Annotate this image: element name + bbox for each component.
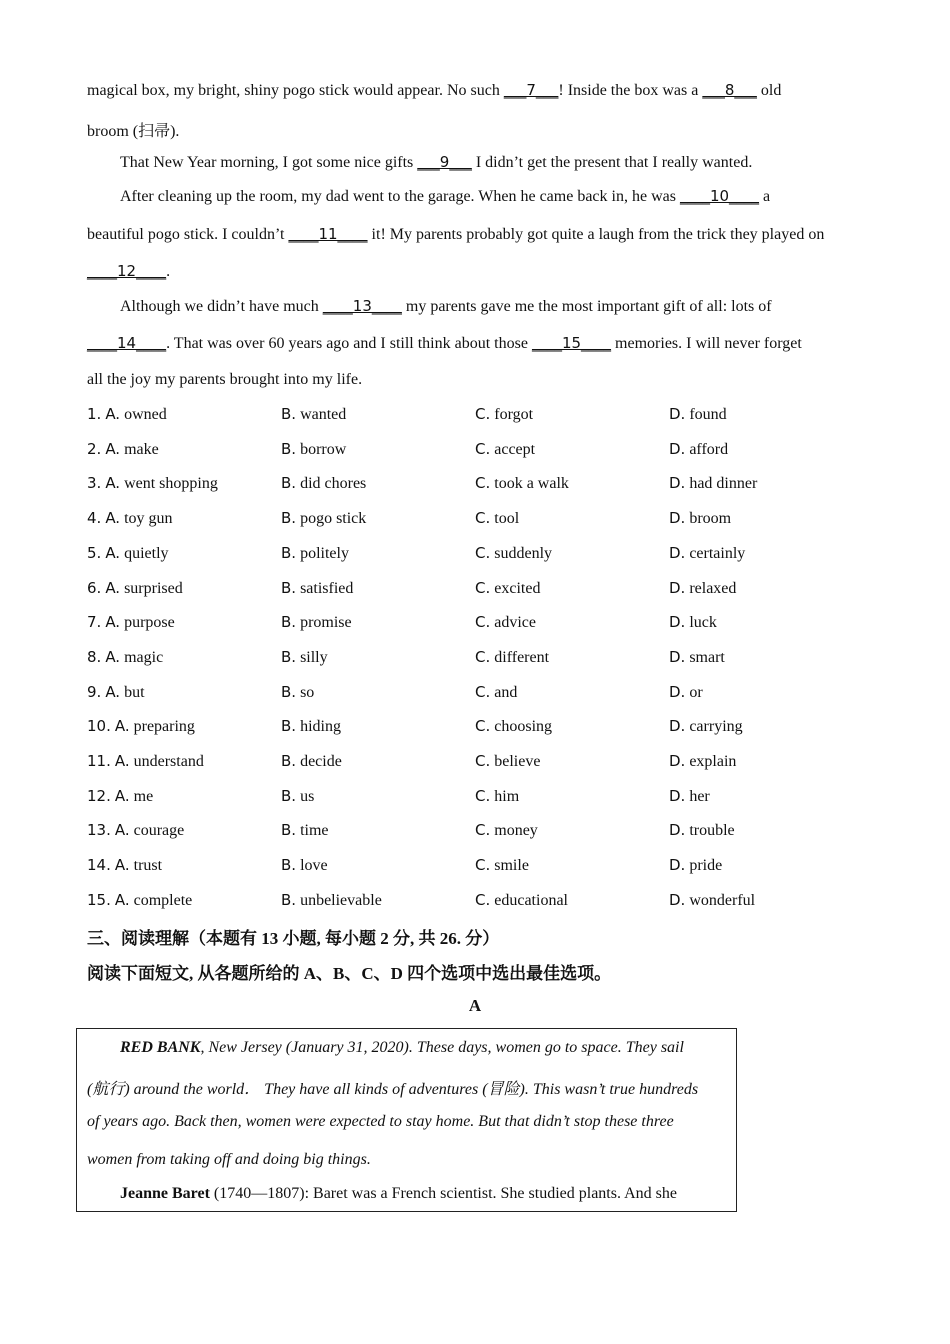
option-letter: B. — [281, 752, 297, 770]
question-14-option-a — [87, 856, 162, 875]
option-letter: C. — [475, 439, 491, 458]
option-letter: D. — [669, 890, 686, 909]
option-letter: D. — [669, 786, 686, 805]
question-12-option-a — [87, 787, 153, 806]
option-letter: C. — [475, 578, 491, 597]
option-text: afford — [689, 440, 729, 458]
question-5-option-a — [87, 544, 169, 563]
blank-13: ____13____ — [322, 297, 402, 315]
question-number: 3. — [87, 474, 102, 493]
passage-line-3: That New Year morning, I got some nice gifts ___9___ I didn’t get the present that I really wanted. — [120, 153, 753, 171]
option-text: wanted — [300, 406, 347, 423]
question-15-option-a — [87, 891, 192, 910]
option-text: love — [300, 857, 328, 875]
option-text: him — [494, 787, 520, 805]
option-text: decide — [300, 753, 342, 770]
option-text: time — [300, 822, 329, 840]
option-text: smart — [689, 648, 725, 666]
option-letter: B. — [281, 439, 297, 458]
passage-line-2: broom (扫帚). — [87, 123, 180, 140]
option-letter: C. — [475, 405, 491, 423]
passage-line-7: Although we didn’t have much ____13____ my parents gave me the most important gift of all: lots of — [120, 297, 772, 315]
option-letter: D. — [669, 543, 686, 562]
question-9-option-b — [281, 683, 314, 702]
question-10-option-d — [669, 717, 743, 736]
option-text: understand — [133, 753, 204, 770]
question-number: 15. — [87, 890, 111, 909]
option-letter: A. — [105, 543, 121, 562]
question-15-option-c — [475, 891, 568, 910]
option-text: trust — [133, 857, 163, 875]
question-11-option-d — [669, 752, 736, 771]
question-2-option-b — [281, 440, 346, 459]
option-text: explain — [689, 753, 737, 770]
question-15-option-d — [669, 891, 755, 910]
option-text: politely — [300, 544, 349, 562]
question-1-option-a — [87, 405, 167, 424]
option-text: accept — [494, 440, 536, 458]
option-text: satisfied — [300, 579, 354, 597]
question-10-option-a — [87, 717, 195, 736]
question-7-option-d — [669, 613, 717, 632]
question-13-option-a — [87, 821, 184, 840]
option-text: wonderful — [689, 891, 756, 909]
option-letter: A. — [114, 786, 130, 805]
box-line-2: (航行) around the world． They have all kinds of adventures (冒险). This wasn’t true hundreds — [87, 1081, 699, 1098]
blank-8: ___8___ — [702, 81, 757, 99]
option-letter: D. — [669, 717, 686, 736]
question-number: 11. — [87, 752, 111, 770]
option-text: had dinner — [689, 475, 758, 493]
question-13-option-b — [281, 821, 329, 840]
question-14-option-d — [669, 856, 722, 875]
question-14-option-c — [475, 856, 529, 875]
option-text: but — [124, 683, 145, 701]
option-letter: C. — [475, 682, 491, 701]
option-letter: A. — [105, 509, 121, 528]
option-letter: B. — [281, 405, 297, 423]
option-letter: D. — [669, 682, 686, 701]
question-7-option-c — [475, 613, 536, 632]
question-9-option-a — [87, 683, 145, 702]
option-text: educational — [494, 891, 568, 909]
option-letter: A. — [114, 717, 130, 736]
option-letter: C. — [475, 613, 491, 632]
blank-15: ____15____ — [531, 334, 612, 352]
option-letter: B. — [281, 682, 297, 701]
option-text: certainly — [689, 544, 746, 562]
question-number: 7. — [87, 613, 102, 632]
section-instruction: 阅读下面短文, 从各题所给的 A、B、C、D 四个选项中选出最佳选项。 — [87, 964, 612, 983]
question-number: 5. — [87, 543, 102, 562]
option-text: unbelievable — [300, 891, 382, 909]
option-letter: B. — [281, 856, 297, 875]
option-text: promise — [300, 614, 352, 632]
option-text: suddenly — [494, 544, 553, 562]
option-letter: D. — [669, 613, 686, 632]
question-number: 1. — [87, 405, 102, 423]
option-text: owned — [124, 406, 167, 423]
option-text: or — [689, 683, 703, 701]
option-letter: D. — [669, 474, 686, 493]
blank-9: ___9___ — [417, 153, 472, 171]
question-number: 12. — [87, 786, 111, 805]
question-1-option-d — [669, 405, 727, 424]
question-5-option-d — [669, 544, 745, 563]
option-text: money — [494, 822, 538, 840]
blank-11: ____11____ — [288, 225, 368, 243]
option-letter: B. — [281, 613, 297, 632]
passage-label: A — [468, 996, 482, 1015]
question-8-option-c — [475, 648, 549, 667]
question-9-option-d — [669, 683, 703, 702]
option-text: tool — [494, 510, 520, 528]
question-4-option-c — [475, 509, 519, 528]
option-text: broom — [689, 510, 732, 528]
option-text: choosing — [494, 718, 553, 736]
box-line-5: Jeanne Baret (1740—1807): Baret was a French scientist. She studied plants. And she — [120, 1185, 677, 1202]
option-text: surprised — [124, 579, 183, 597]
option-letter: B. — [281, 647, 297, 666]
option-letter: B. — [281, 717, 297, 736]
question-6-option-b — [281, 579, 353, 598]
question-3-option-d — [669, 474, 757, 493]
option-text: smile — [494, 857, 529, 875]
option-text: borrow — [300, 440, 347, 458]
option-letter: D. — [669, 647, 686, 666]
option-letter: D. — [669, 752, 686, 770]
option-letter: D. — [669, 856, 686, 875]
passage-line-1: magical box, my bright, shiny pogo stick would appear. No such ___7___! Inside the box was a ___8___ old — [87, 81, 782, 99]
question-9-option-c — [475, 683, 517, 702]
option-text: took a walk — [494, 475, 569, 493]
option-letter: C. — [475, 821, 491, 840]
option-text: make — [124, 440, 159, 458]
option-letter: C. — [475, 543, 491, 562]
option-text: did chores — [300, 475, 367, 493]
option-letter: B. — [281, 543, 297, 562]
option-letter: D. — [669, 578, 686, 597]
question-3-option-b — [281, 474, 366, 493]
option-text: us — [300, 787, 315, 805]
question-15-option-b — [281, 891, 382, 910]
option-letter: C. — [475, 752, 491, 770]
option-letter: D. — [669, 439, 686, 458]
passage-line-5: beautiful pogo stick. I couldn’t ____11____ it! My parents probably got quite a laugh from the trick they played on — [87, 225, 825, 243]
option-text: so — [300, 683, 315, 701]
blank-10: ____10____ — [679, 187, 760, 205]
question-number: 4. — [87, 509, 102, 528]
question-5-option-b — [281, 544, 349, 563]
question-13-option-c — [475, 821, 538, 840]
option-letter: A. — [114, 856, 130, 875]
option-letter: A. — [114, 821, 130, 840]
question-13-option-d — [669, 821, 735, 840]
option-text: quietly — [124, 544, 169, 562]
option-letter: A. — [105, 578, 121, 597]
option-letter: B. — [281, 578, 297, 597]
option-text: luck — [689, 614, 717, 632]
option-letter: B. — [281, 821, 297, 840]
question-4-option-a — [87, 509, 173, 528]
question-number: 9. — [87, 682, 102, 701]
passage-line-4: After cleaning up the room, my dad went to the garage. When he came back in, he was ____10____ a — [120, 187, 771, 205]
question-10-option-c — [475, 717, 552, 736]
option-letter: A. — [105, 647, 121, 666]
section-title: 三、阅读理解（本题有 13 小题, 每小题 2 分, 共 26. 分） — [87, 929, 500, 948]
question-number: 10. — [87, 717, 111, 736]
option-text: pride — [689, 857, 723, 875]
question-8-option-b — [281, 648, 328, 667]
question-2-option-a — [87, 440, 159, 459]
question-2-option-c — [475, 440, 535, 459]
option-letter: A. — [114, 752, 130, 770]
blank-12: ____12____ — [87, 262, 167, 280]
option-letter: A. — [114, 890, 130, 909]
question-5-option-c — [475, 544, 552, 563]
option-letter: C. — [475, 856, 491, 875]
question-7-option-a — [87, 613, 175, 632]
option-letter: D. — [669, 821, 686, 840]
question-14-option-b — [281, 856, 328, 875]
question-7-option-b — [281, 613, 352, 632]
option-letter: B. — [281, 509, 297, 528]
option-text: forgot — [494, 406, 534, 423]
question-12-option-d — [669, 787, 710, 806]
question-6-option-c — [475, 579, 540, 598]
option-text: hiding — [300, 718, 341, 736]
option-text: advice — [494, 614, 536, 632]
option-text: silly — [300, 648, 328, 666]
option-letter: C. — [475, 890, 491, 909]
option-letter: B. — [281, 474, 297, 493]
option-text: went shopping — [124, 475, 218, 493]
option-text: complete — [133, 891, 193, 909]
question-8-option-d — [669, 648, 725, 667]
option-letter: C. — [475, 647, 491, 666]
question-12-option-c — [475, 787, 519, 806]
question-11-option-b — [281, 752, 342, 771]
option-text: toy gun — [124, 510, 173, 528]
option-letter: B. — [281, 890, 297, 909]
question-1-option-c — [475, 405, 533, 424]
box-line-3: of years ago. Back then, women were expected to stay home. But that didn’t stop these three — [87, 1113, 674, 1130]
question-6-option-a — [87, 579, 183, 598]
question-number: 14. — [87, 856, 111, 875]
blank-7: ___7___ — [503, 81, 559, 99]
option-text: courage — [133, 822, 185, 840]
question-number: 13. — [87, 821, 111, 840]
question-6-option-d — [669, 579, 736, 598]
option-text: excited — [494, 579, 541, 597]
option-text: purpose — [124, 614, 175, 632]
option-text: trouble — [689, 822, 735, 840]
option-letter: A. — [105, 682, 121, 701]
option-text: found — [689, 406, 727, 423]
option-text: magic — [124, 648, 164, 666]
option-text: believe — [494, 753, 541, 770]
passage-line-8: ____14____. That was over 60 years ago and I still think about those ____15____ memories. I will never forget — [87, 334, 802, 352]
question-12-option-b — [281, 787, 314, 806]
option-text: carrying — [689, 718, 743, 736]
option-text: and — [494, 683, 518, 701]
question-number: 2. — [87, 439, 102, 458]
question-11-option-a — [87, 752, 204, 771]
question-number: 6. — [87, 578, 102, 597]
option-letter: A. — [105, 613, 121, 632]
question-3-option-a — [87, 474, 218, 493]
option-text: different — [494, 648, 550, 666]
option-letter: D. — [669, 509, 686, 528]
option-letter: A. — [105, 405, 121, 423]
option-letter: D. — [669, 405, 686, 423]
question-3-option-c — [475, 474, 569, 493]
question-8-option-a — [87, 648, 163, 667]
option-text: her — [689, 787, 710, 805]
option-text: relaxed — [689, 579, 737, 597]
option-letter: C. — [475, 509, 491, 528]
option-letter: B. — [281, 786, 297, 805]
question-4-option-b — [281, 509, 366, 528]
option-text: me — [133, 787, 154, 805]
option-letter: C. — [475, 786, 491, 805]
option-letter: A. — [105, 474, 121, 493]
option-text: preparing — [133, 718, 195, 736]
option-text: pogo stick — [300, 510, 367, 528]
passage-line-6: ____12____. — [87, 262, 171, 280]
question-1-option-b — [281, 405, 346, 424]
question-11-option-c — [475, 752, 540, 771]
question-number: 8. — [87, 647, 102, 666]
question-10-option-b — [281, 717, 341, 736]
question-2-option-d — [669, 440, 728, 459]
box-line-4: women from taking off and doing big things. — [87, 1151, 371, 1168]
passage-line-9: all the joy my parents brought into my life. — [87, 371, 363, 388]
question-4-option-d — [669, 509, 731, 528]
option-letter: A. — [105, 439, 121, 458]
box-line-1: RED BANK, New Jersey (January 31, 2020). These days, women go to space. They sail — [120, 1039, 684, 1056]
option-letter: C. — [475, 717, 491, 736]
blank-14: ____14____ — [87, 334, 167, 352]
option-letter: C. — [475, 474, 491, 493]
